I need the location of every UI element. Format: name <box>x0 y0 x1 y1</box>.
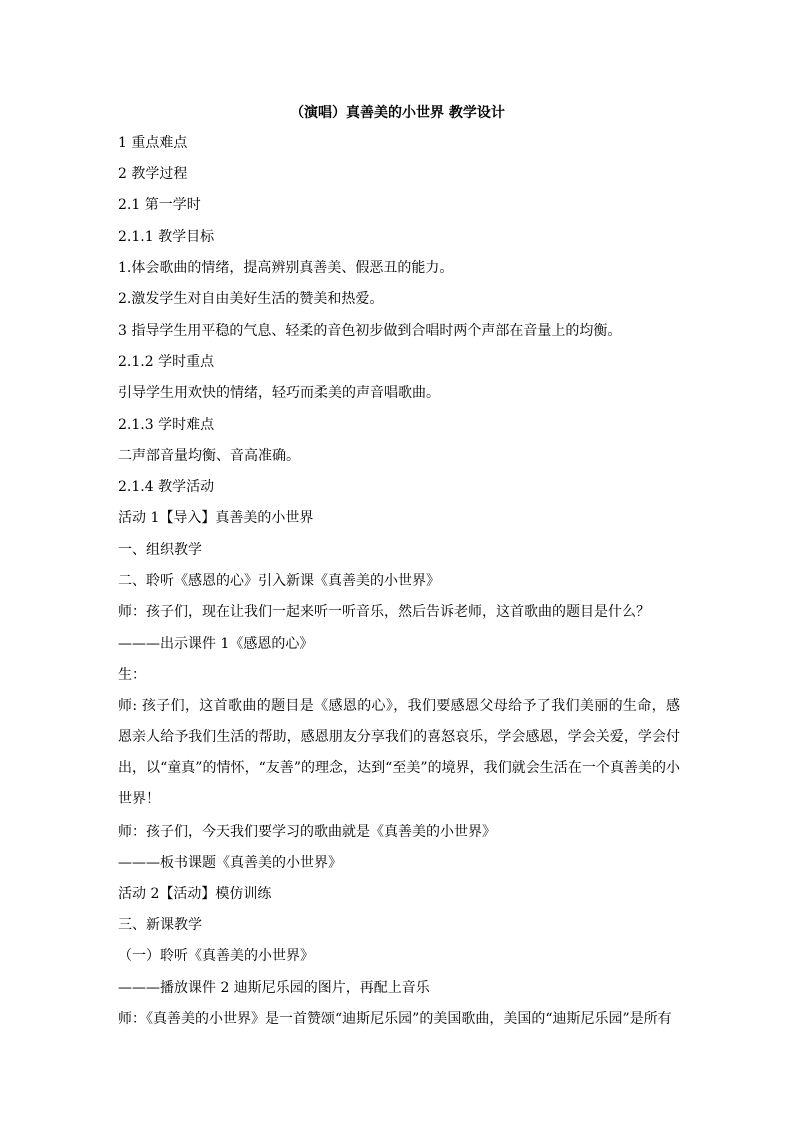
activity-2-heading: 活动 2【活动】模仿训练 <box>118 886 272 902</box>
document-title: （演唱）真善美的小世界 教学设计 <box>290 105 505 121</box>
teacher-line-1: 师：孩子们，现在让我们一起来听一听音乐，然后告诉老师，这首歌曲的题目是什么？ <box>118 604 650 620</box>
goal-item-1: 1.体会歌曲的情绪，提高辨别真善美、假恶丑的能力。 <box>118 260 454 276</box>
slide-note-1: ———出示课件 1《感恩的心》 <box>118 636 314 652</box>
goal-item-2: 2.激发学生对自由美好生活的赞美和热爱。 <box>118 291 384 307</box>
heading-teaching-process: 2 教学过程 <box>118 166 188 182</box>
section-new-lesson: 三、新课教学 <box>118 917 202 933</box>
teacher-line-4: 师：《真善美的小世界》是一首赞颂“迪斯尼乐园”的美国歌曲，美国的“迪斯尼乐园”是所有 <box>118 1011 672 1027</box>
activity-1-heading: 活动 1【导入】真善美的小世界 <box>118 510 314 526</box>
board-note: ———板书课题《真善美的小世界》 <box>118 855 342 871</box>
goal-item-3: 3 指导学生用平稳的气息、轻柔的音色初步做到合唱时两个声部在音量上的均衡。 <box>118 323 622 339</box>
session-focus-text: 引导学生用欢快的情绪，轻巧而柔美的声音唱歌曲。 <box>118 385 440 401</box>
heading-teaching-activities: 2.1.4 教学活动 <box>118 479 215 495</box>
teacher-line-3: 师：孩子们，今天我们要学习的歌曲就是《真善美的小世界》 <box>118 824 496 840</box>
section-organize-teaching: 一、组织教学 <box>118 542 202 558</box>
session-difficulty-text: 二声部音量均衡、音高准确。 <box>118 448 300 464</box>
heading-key-points: 1 重点难点 <box>118 135 188 151</box>
heading-teaching-goals: 2.1.1 教学目标 <box>118 229 215 245</box>
heading-session-focus: 2.1.2 学时重点 <box>118 354 215 370</box>
subsection-listen-song: （一）聆听《真善美的小世界》 <box>118 948 314 964</box>
heading-session-difficulty: 2.1.3 学时难点 <box>118 417 215 433</box>
heading-first-session: 2.1 第一学时 <box>118 197 201 213</box>
section-listen-intro: 二、聆听《感恩的心》引入新课《真善美的小世界》 <box>118 573 440 589</box>
student-line: 生： <box>118 667 146 683</box>
slide-note-2: ———播放课件 2 迪斯尼乐园的图片，再配上音乐 <box>118 980 430 996</box>
teacher-line-2: 师: 孩子们，这首歌曲的题目是《感恩的心》，我们要感恩父母给予了我们美丽的生命，感恩亲人给予我们生活的帮助，感恩朋友分享我们的喜怒哀乐，学会感恩，学会关爱，学会付出，以“童真”的情怀，“友善”的理念，达到“至美”的境界，我们就会生活在一个真善美的小世界！ <box>118 698 680 807</box>
